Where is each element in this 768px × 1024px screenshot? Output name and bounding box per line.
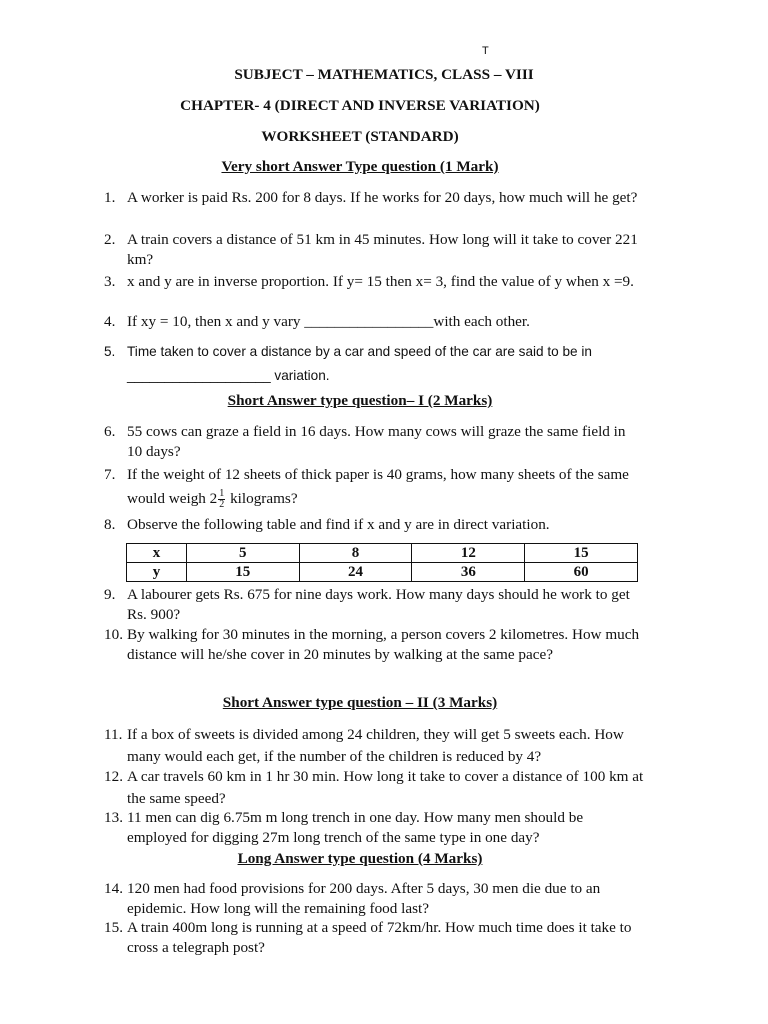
table-cell: 24 — [299, 563, 412, 582]
variation-table — [126, 543, 638, 582]
question-number: 11. — [104, 726, 123, 743]
question-8 — [104, 515, 644, 535]
question-text: A train 400m long is running at a speed of 72km/hr. How much time does it take to cross a telegraph post? — [127, 919, 632, 956]
question-12 — [104, 766, 644, 810]
question-text-part: kilograms? — [226, 490, 298, 507]
question-6 — [104, 422, 644, 462]
question-3 — [104, 272, 644, 292]
question-text: If a box of sweets is divided among 24 children, they will get 5 sweets each. How many would each get, if the number of the children is reduced by 4? — [127, 726, 624, 765]
question-5 — [104, 340, 644, 388]
corner-mark: T — [482, 45, 489, 57]
question-number: 8. — [104, 516, 116, 533]
subject-heading: SUBJECT – MATHEMATICS, CLASS – VIII — [234, 66, 534, 83]
section-very-short: Very short Answer Type question (1 Mark) — [221, 158, 499, 175]
question-text — [104, 463, 644, 511]
question-text: 120 men had food provisions for 200 days. After 5 days, 30 men die due to an epidemic. How long will the remaining food last? — [127, 880, 601, 917]
table-row — [127, 544, 638, 563]
question-text: If xy = 10, then x and y vary _________________with each other. — [127, 313, 530, 330]
table-cell: y — [127, 563, 187, 582]
table-cell: 8 — [299, 544, 412, 563]
section-long: Long Answer type question (4 Marks) — [237, 850, 483, 867]
question-text: A labourer gets Rs. 675 for nine days work. How many days should he work to get Rs. 900? — [127, 586, 630, 623]
question-number: 4. — [104, 313, 116, 330]
question-4 — [104, 312, 644, 332]
worksheet-heading: WORKSHEET (STANDARD) — [261, 128, 459, 145]
question-text: By walking for 30 minutes in the morning, a person covers 2 kilometres. How much distance will he/she cover in 20 minutes by walking at the same pace? — [127, 626, 640, 663]
question-14 — [104, 879, 644, 919]
question-1 — [104, 188, 644, 208]
table-row — [127, 563, 638, 582]
question-text: A car travels 60 km in 1 hr 30 min. How long it take to cover a distance of 100 km at the same speed? — [127, 768, 644, 807]
question-number: 13. — [104, 809, 123, 826]
chapter-heading: CHAPTER- 4 (DIRECT AND INVERSE VARIATION) — [180, 97, 540, 114]
question-text: 55 cows can graze a field in 16 days. How many cows will graze the same field in 10 days? — [127, 423, 626, 460]
table-cell: 60 — [525, 563, 638, 582]
question-number: 12. — [104, 768, 123, 785]
question-number: 7. — [104, 466, 116, 483]
question-text-part: If the weight of 12 sheets of thick paper is 40 grams, how many sheets of the same would weigh 2 — [127, 466, 629, 507]
question-number: 2. — [104, 231, 116, 248]
question-9 — [104, 585, 644, 625]
question-number: 9. — [104, 586, 116, 603]
question-text: x and y are in inverse proportion. If y= 15 then x= 3, find the value of y when x =9. — [127, 273, 634, 290]
question-number: 15. — [104, 919, 123, 936]
table-cell: 15 — [525, 544, 638, 563]
question-7 — [104, 463, 644, 511]
question-11 — [104, 724, 644, 768]
question-number: 10. — [104, 626, 123, 643]
fraction-denominator: 2 — [219, 499, 225, 511]
table-cell: 12 — [412, 544, 525, 563]
question-text: A train covers a distance of 51 km in 45 minutes. How long will it take to cover 221 km? — [127, 231, 638, 268]
question-number: 5. — [104, 344, 116, 359]
question-text: 11 men can dig 6.75m m long trench in one day. How many men should be employed for digging 27m long trench of the same type in one day? — [127, 809, 584, 846]
fraction — [218, 489, 225, 510]
question-13 — [104, 808, 644, 848]
section-short-1: Short Answer type question– I (2 Marks) — [227, 392, 493, 409]
question-text: Time taken to cover a distance by a car and speed of the car are said to be in ___________________ variation. — [127, 344, 592, 383]
question-10 — [104, 625, 644, 665]
table-cell: 36 — [412, 563, 525, 582]
question-number: 14. — [104, 880, 123, 897]
table-cell: 5 — [186, 544, 299, 563]
question-15 — [104, 918, 644, 958]
section-short-2: Short Answer type question – II (3 Marks) — [222, 694, 498, 711]
table-cell: x — [127, 544, 187, 563]
question-number: 3. — [104, 273, 116, 290]
fraction-numerator: 1 — [219, 488, 225, 500]
question-number: 6. — [104, 423, 116, 440]
table-cell: 15 — [186, 563, 299, 582]
question-text: Observe the following table and find if x and y are in direct variation. — [127, 516, 550, 533]
question-number: 1. — [104, 189, 116, 206]
question-text: A worker is paid Rs. 200 for 8 days. If he works for 20 days, how much will he get? — [127, 189, 638, 206]
question-2 — [104, 230, 644, 270]
